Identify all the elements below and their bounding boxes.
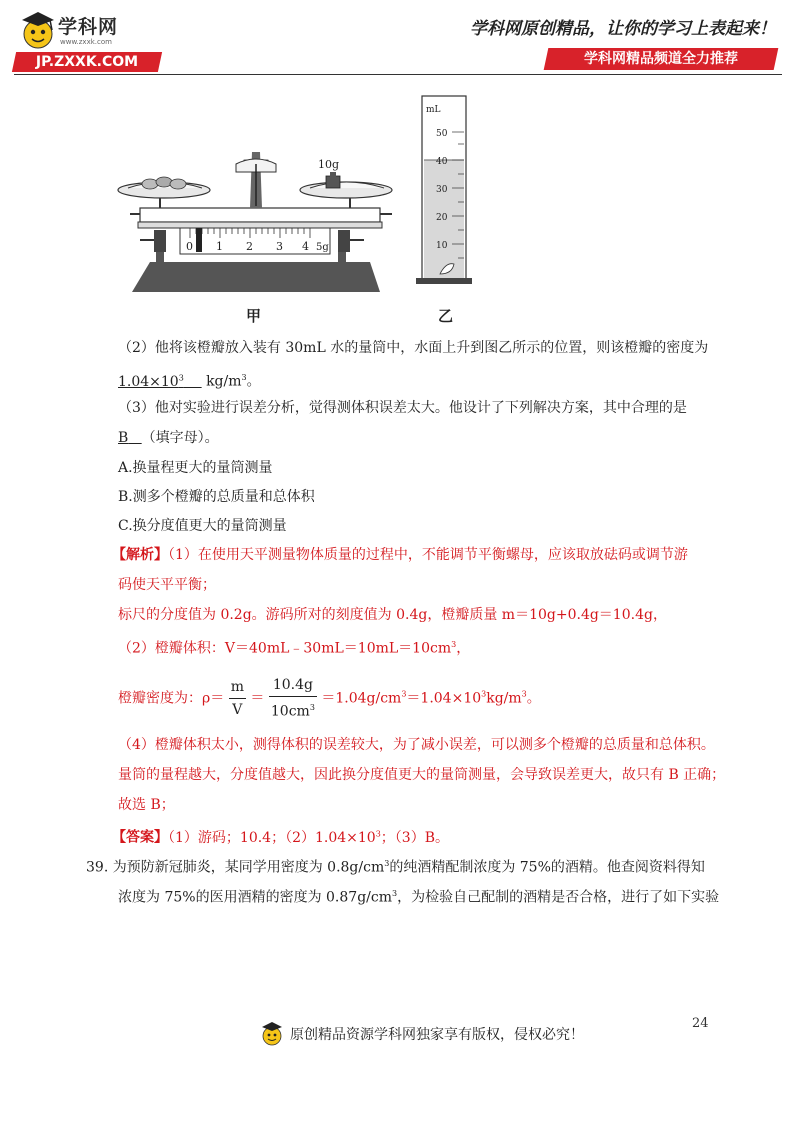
- logo-name: 学科网: [58, 16, 119, 38]
- answer-line: 【答案】（1）游码；10.4；$(2)1.04\times 10^3$；（3）B。: [112, 829, 449, 846]
- analysis-4-line2: 量筒的量程越大，分度值越大，因此换分度值更大的量筒测量，会导致误差更大，故只有 B 正确；: [118, 767, 726, 783]
- weight-block: [326, 176, 340, 188]
- experiment-figure: [110, 92, 490, 332]
- q3-answer-line: B （填字母）。: [118, 430, 219, 446]
- q39-number: 39.: [86, 859, 109, 876]
- caption-left: 甲: [246, 307, 262, 325]
- scale-tick-4: 4: [302, 240, 309, 253]
- scale-tick-2: 2: [246, 240, 253, 253]
- q3-answer: B: [118, 430, 129, 446]
- balance-illustration: [118, 152, 392, 292]
- header-slogan: 学科网原创精品，让你的学习上表起来！: [470, 19, 776, 39]
- orange-segments: [142, 177, 186, 189]
- scale-tick-0: 0: [186, 240, 193, 253]
- logo-url-small: www.zxxk.com: [60, 38, 112, 46]
- analysis-line3: 标尺的分度值为 0.2g。游码所对的刻度值为 0.4g，橙瓣质量 m＝10g+0.4g＝10.4g，: [118, 607, 667, 623]
- q2-line1: （2）他将该橙瓣放入装有 30mL 水的量筒中，水面上升到图乙所示的位置，则该橙瓣的密度为: [118, 340, 709, 356]
- analysis-line2: 码使天平平衡；: [118, 577, 216, 593]
- density-formula: 橙瓣密度为：ρ＝ $\frac{m}{V}$ ＝ $\frac{10.4g}{10cm^3}$ $=1.04g/cm^3=1.04\times 10^3kg/m^3$。: [118, 674, 541, 723]
- cylinder-tick-40: 40: [436, 157, 448, 167]
- analysis-4-line1: （4）橙瓣体积太小，测得体积的误差较大，为了减小误差，可以测多个橙瓣的总质量和总体积。: [118, 737, 715, 753]
- q2-answer-line: $1.04\times 10^3$ $kg/m^3$。: [118, 373, 261, 390]
- footer-copyright: 原创精品资源学科网独家享有版权，侵权必究！: [290, 1027, 584, 1043]
- header-divider: [14, 74, 782, 75]
- scale-tick-1: 1: [216, 240, 223, 253]
- analysis-tag: 【解析】: [112, 547, 168, 563]
- page-number: 24: [692, 1016, 709, 1031]
- cylinder-tick-30: 30: [436, 185, 448, 195]
- q39-line2: 浓度为 75%的医用酒精的密度为 $0.87g/cm^3$，为检验自己配制的酒精是否合格，进行了如下实验: [118, 889, 720, 906]
- scale-tick-3: 3: [276, 240, 283, 253]
- analysis-volume: （2）橙瓣体积：$V=40mL﹣30mL=10mL=10cm^3$，: [118, 640, 471, 657]
- cylinder-tick-50: 50: [436, 129, 448, 139]
- mascot-logo-icon: [18, 8, 58, 52]
- answer-tag: 【答案】: [112, 829, 168, 846]
- cylinder-tick-20: 20: [436, 213, 448, 223]
- cylinder-unit: mL: [426, 105, 441, 115]
- option-a: A.换量程更大的量筒测量: [118, 460, 273, 476]
- graduated-cylinder: [416, 96, 472, 284]
- scale-tick-5: 5g: [316, 242, 329, 253]
- option-b: B.测多个橙瓣的总质量和总体积: [118, 489, 315, 505]
- q2-answer: $1.04\times 10^3$: [118, 373, 184, 390]
- cylinder-tick-10: 10: [436, 241, 448, 251]
- q39-line1: 39. 为预防新冠肺炎，某同学用密度为 $0.8g/cm^3$的纯酒精配制浓度为 75%的酒精。他查阅资料得知: [86, 859, 705, 876]
- weight-label: 10g: [318, 158, 340, 171]
- analysis-4-line3: 故选 B；: [118, 797, 175, 813]
- analysis-line1: 【解析】（1）在使用天平测量物体质量的过程中，不能调节平衡螺母，应该取放砝码或调节游: [112, 547, 688, 563]
- option-c: C.换分度值更大的量筒测量: [118, 518, 287, 534]
- q3-line1: （3）他对实验进行误差分析，觉得测体积误差太大。他设计了下列解决方案，其中合理的是: [118, 400, 687, 416]
- header-slogan-banner: 学科网精品频道全力推荐: [584, 51, 738, 67]
- footer-mascot-icon: [260, 1018, 284, 1050]
- caption-right: 乙: [438, 307, 454, 325]
- logo-url-banner: JP.ZXXK.COM: [35, 54, 139, 70]
- rider-slider: [196, 228, 202, 252]
